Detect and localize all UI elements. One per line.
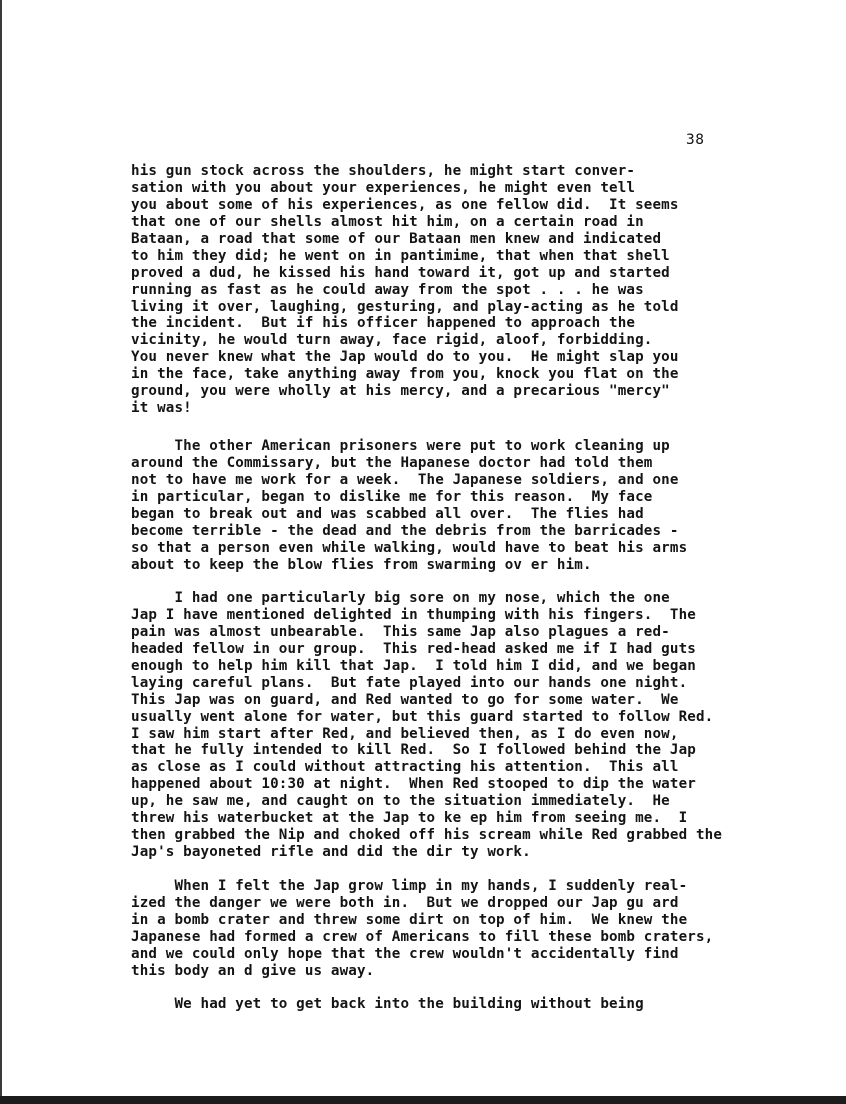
text-line: this body an d give us away. [131, 962, 375, 979]
text-line: ground, you were wholly at his mercy, and a precarious "mercy" [131, 383, 670, 400]
paragraph-3 [131, 590, 831, 861]
text-line: I had one particularly big sore on my nose, which the one [131, 590, 670, 606]
text-line: then grabbed the Nip and choked off his scream while Red grabbed the [131, 827, 723, 844]
text-line: proved a dud, he kissed his hand toward it, got up and started [131, 264, 670, 281]
text-line: enough to help him kill that Jap. I told him I did, and we began [131, 657, 696, 674]
page-number: 38 [686, 132, 705, 148]
text-line: to him they did; he went on in pantimime, that when that shell [131, 247, 670, 264]
text-line: Jap's bayoneted rifle and did the dir ty work. [131, 844, 531, 861]
text-line: began to break out and was scabbed all over. The flies had [131, 505, 644, 522]
text-line: and we could only hope that the crew wouldn't accidentally find [131, 945, 679, 962]
text-line: You never knew what the Jap would do to you. He might slap you [131, 349, 679, 366]
text-line: up, he saw me, and caught on to the situation immediately. He [131, 793, 670, 810]
page-scan-edge [0, 0, 2, 1104]
text-line: I saw him start after Red, and believed then, as I do even now, [131, 725, 679, 742]
text-line: When I felt the Jap grow limp in my hands, I suddenly real- [131, 878, 688, 894]
text-line: running as fast as he could away from the spot . . . he was [131, 281, 644, 298]
text-line: it was! [131, 400, 192, 417]
text-line: become terrible - the dead and the debris from the barricades - [131, 522, 679, 539]
text-line: in particular, began to dislike me for this reason. My face [131, 488, 653, 505]
text-line: you about some of his experiences, as one fellow did. It seems [131, 196, 679, 213]
text-line: in a bomb crater and threw some dirt on top of him. We knew the [131, 911, 688, 928]
text-line: headed fellow in our group. This red-head asked me if I had guts [131, 640, 696, 657]
paragraph-1 [131, 163, 831, 417]
text-line: Bataan, a road that some of our Bataan men knew and indicated [131, 230, 662, 247]
text-line: around the Commissary, but the Hapanese doctor had told them [131, 454, 653, 471]
page-scan-bottom-edge [0, 1096, 846, 1104]
paragraph-5 [131, 996, 831, 1013]
text-line: the incident. But if his officer happened to approach the [131, 315, 636, 332]
text-line: vicinity, he would turn away, face rigid, aloof, forbidding. [131, 332, 653, 349]
text-line: sation with you about your experiences, he might even tell [131, 179, 636, 196]
text-line: that one of our shells almost hit him, on a certain road in [131, 213, 644, 230]
text-line: threw his waterbucket at the Jap to ke ep him from seeing me. I [131, 810, 688, 827]
text-line: laying careful plans. But fate played into our hands one night. [131, 674, 688, 691]
text-line: living it over, laughing, gesturing, and play-acting as he told [131, 298, 679, 315]
text-line: that he fully intended to kill Red. So I followed behind the Jap [131, 742, 696, 759]
text-line: pain was almost unbearable. This same Jap also plagues a red- [131, 623, 670, 640]
text-line: Jap I have mentioned delighted in thumping with his fingers. The [131, 606, 696, 623]
text-line: as close as I could without attracting his attention. This all [131, 759, 679, 776]
text-line: Japanese had formed a crew of Americans to fill these bomb craters, [131, 928, 714, 945]
text-line: so that a person even while walking, would have to beat his arms [131, 539, 688, 556]
text-line: This Jap was on guard, and Red wanted to go for some water. We [131, 691, 679, 708]
paragraph-2 [131, 438, 831, 574]
text-line: his gun stock across the shoulders, he might start conver- [131, 163, 636, 179]
text-line: in the face, take anything away from you, knock you flat on the [131, 366, 679, 383]
text-line: ized the danger we were both in. But we dropped our Jap gu ard [131, 894, 679, 911]
text-line: about to keep the blow flies from swarming ov er him. [131, 556, 592, 573]
paragraph-4 [131, 878, 831, 980]
text-line: happened about 10:30 at night. When Red stooped to dip the water [131, 776, 696, 793]
text-line: The other American prisoners were put to work cleaning up [131, 438, 670, 454]
text-line: usually went alone for water, but this guard started to follow Red. [131, 708, 714, 725]
text-line: We had yet to get back into the building without being [131, 996, 644, 1012]
text-line: not to have me work for a week. The Japanese soldiers, and one [131, 471, 679, 488]
